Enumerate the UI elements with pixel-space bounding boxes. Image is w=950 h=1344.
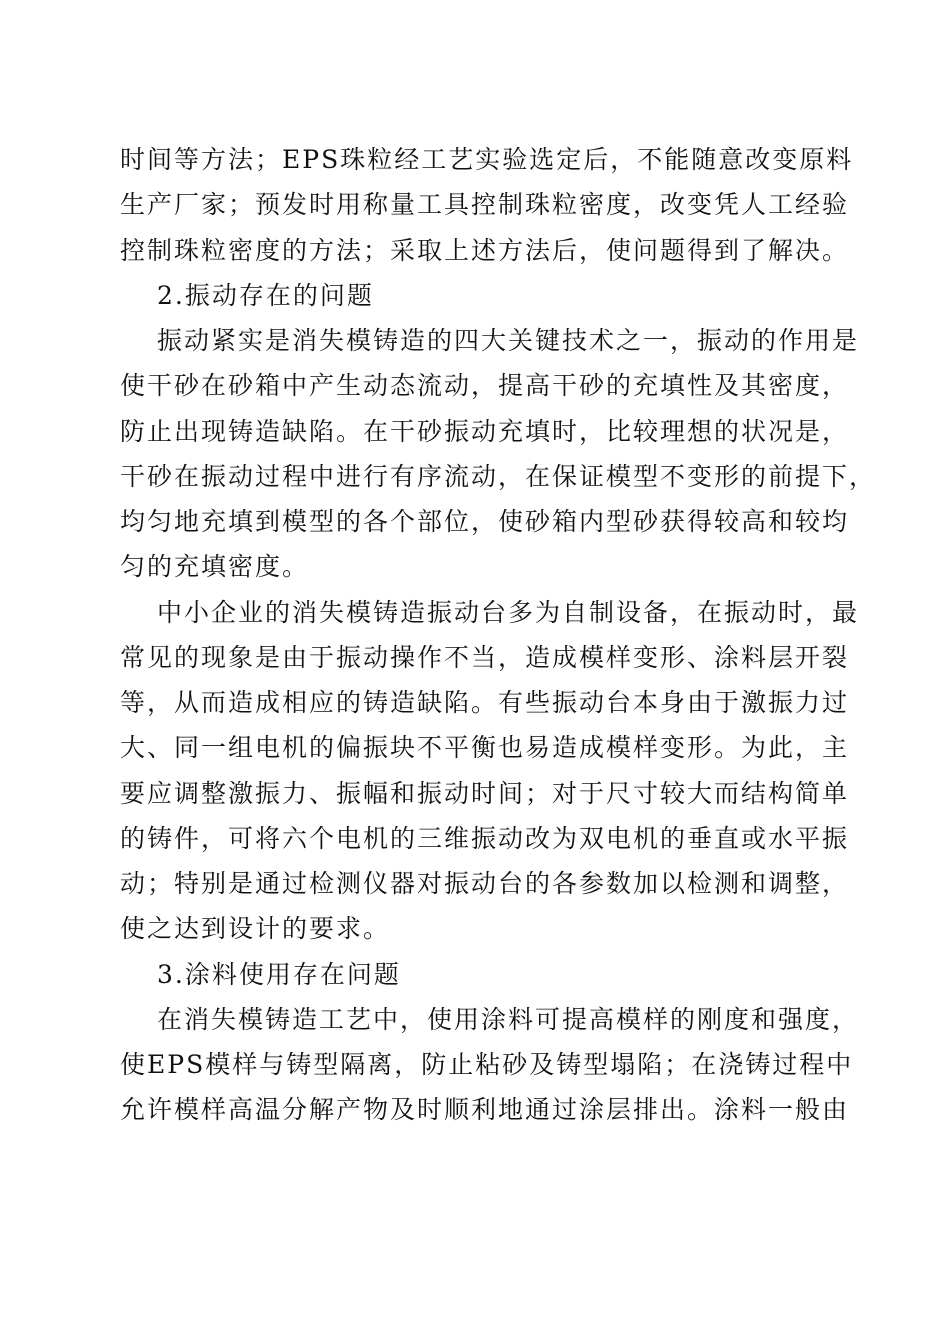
text-line: 要应调整激振力、振幅和振动时间；对于尺寸较大而结构简单 <box>120 779 850 808</box>
text-line: 使EPS模样与铸型隔离，防止粘砂及铸型塌陷；在浇铸过程中 <box>120 1050 854 1079</box>
section-heading: 2.振动存在的问题 <box>157 281 374 310</box>
text-line: 中小企业的消失模铸造振动台多为自制设备，在振动时，最 <box>157 598 860 627</box>
text-line: 干砂在振动过程中进行有序流动，在保证模型不变形的前提下， <box>120 462 877 491</box>
text-line: 振动紧实是消失模铸造的四大关键技术之一，振动的作用是 <box>157 326 860 355</box>
text-line: 生产厂家；预发时用称量工具控制珠粒密度，改变凭人工经验 <box>120 190 850 219</box>
text-line: 动；特别是通过检测仪器对振动台的各参数加以检测和调整， <box>120 869 850 898</box>
text-line: 使干砂在砂箱中产生动态流动，提高干砂的充填性及其密度， <box>120 371 850 400</box>
text-line: 大、同一组电机的偏振块不平衡也易造成模样变形。为此，主 <box>120 733 850 762</box>
text-line: 防止出现铸造缺陷。在干砂振动充填时，比较理想的状况是， <box>120 417 850 446</box>
text-line: 均匀地充填到模型的各个部位，使砂箱内型砂获得较高和较均 <box>120 507 850 536</box>
text-line: 的铸件，可将六个电机的三维振动改为双电机的垂直或水平振 <box>120 824 850 853</box>
text-line: 常见的现象是由于振动操作不当，造成模样变形、涂料层开裂 <box>120 643 850 672</box>
text-line: 等，从而造成相应的铸造缺陷。有些振动台本身由于激振力过 <box>120 688 850 717</box>
text-line: 匀的充填密度。 <box>120 552 310 581</box>
text-line: 允许模样高温分解产物及时顺利地通过涂层排出。涂料一般由 <box>120 1095 850 1124</box>
text-line: 时间等方法；EPS珠粒经工艺实验选定后，不能随意改变原料 <box>120 145 854 174</box>
text-line: 控制珠粒密度的方法；采取上述方法后，使问题得到了解决。 <box>120 236 850 265</box>
text-line: 在消失模铸造工艺中，使用涂料可提高模样的刚度和强度， <box>157 1005 860 1034</box>
section-heading: 3.涂料使用存在问题 <box>157 960 401 989</box>
text-line: 使之达到设计的要求。 <box>120 914 391 943</box>
